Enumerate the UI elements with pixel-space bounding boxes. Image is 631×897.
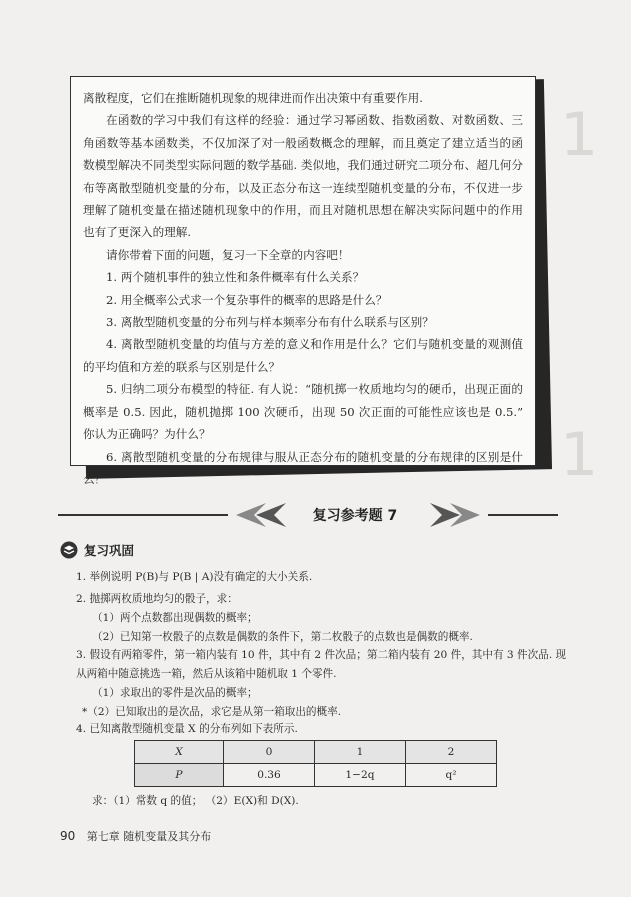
table-row [135, 741, 497, 764]
banner-rule-right [488, 514, 558, 516]
exercise-subpart: （1）两个点数都出现偶数的概率； [92, 612, 258, 624]
distribution-table [134, 740, 497, 787]
table-cell: q² [406, 764, 497, 787]
review-question: 1. 两个随机事件的独立性和条件概率有什么关系？ [106, 270, 365, 285]
exercise-1 [76, 568, 576, 587]
chapter-title: 第七章 随机变量及其分布 [86, 830, 212, 843]
page-number: 90 [60, 829, 76, 843]
review-question: 5. 归纳二项分布模型的特征. 有人说：“随机掷一枚质地均匀的硬币，出现正面的概率是 0.5. 因此，随机抛掷 100 次硬币，出现 50 次正面的可能性应该也是 0.5.” 你认为正确吗？为什么？ [83, 382, 523, 442]
exercise-4 [76, 720, 576, 739]
exercise-subpart: （2）已知第一枚骰子的点数是偶数的条件下，第二枚骰子的点数也是偶数的概率. [92, 631, 473, 643]
section-title: 复习巩固 [84, 543, 135, 558]
summary-box [70, 76, 536, 486]
exercise-4-ask [92, 792, 592, 811]
table-cell: 0.36 [224, 764, 315, 787]
review-question: 2. 用全概率公式求一个复杂事件的概率的思路是什么？ [106, 292, 388, 307]
exercise-text: 4. 已知离散型随机变量 X 的分布列如下表所示. [76, 723, 298, 735]
background-watermark: 1 [560, 100, 599, 170]
exercise-2 [76, 590, 576, 647]
table-row [135, 764, 497, 787]
table-cell: 1−2q [315, 764, 406, 787]
table-cell: P [135, 764, 224, 787]
table-cell: 1 [315, 741, 406, 764]
table-cell: X [135, 741, 224, 764]
background-watermark: 1 [560, 420, 599, 490]
layers-icon [60, 541, 78, 559]
table-cell: 0 [224, 741, 315, 764]
exercise-subpart: *（2）已知取出的是次品，求它是从第一箱取出的概率. [82, 706, 342, 718]
exercise-subpart: （1）求取出的零件是次品的概率； [92, 687, 258, 699]
section-heading [60, 541, 134, 559]
banner-chevron-left-icon [226, 501, 286, 529]
box-paragraph: 在函数的学习中我们有这样的经验：通过学习幂函数、指数函数、对数函数、三角函数等基本函数类，不仅加深了对一般函数概念的理解，而且奠定了建立适当的函数模型解决不同类型实际问题的数学基础. 类似地，我们通过研究二项分布、超几何分布等离散型随机变量的分布，以及正态分布这一连续型随机变量的分布，不仅进一步理解了随机变量在描述随机现象中的作用，而且对随机思想在解决实际问题中的作用也有了更深入的理解. [83, 113, 523, 240]
exercise-text: 求：（1）常数 q 的值； （2）E(X)和 D(X). [92, 795, 299, 807]
section-banner [58, 501, 558, 529]
review-question: 4. 离散型随机变量的均值与方差的意义和作用是什么？它们与随机变量的观测值的平均值和方差的联系与区别是什么？ [83, 337, 523, 374]
box-paragraph: 离散程度，它们在推断随机现象的规律进而作出决策中有重要作用. [83, 91, 423, 105]
banner-title: 复习参考题 7 [312, 508, 398, 524]
page-footer [60, 828, 211, 844]
exercise-text: 2. 抛掷两枚质地均匀的骰子，求： [76, 593, 238, 605]
review-question: 6. 离散型随机变量的分布规律与服从正态分布的随机变量的分布规律的区别是什么？ [83, 449, 523, 486]
box-paragraph: 请你带着下面的问题，复习一下全章的内容吧！ [106, 247, 350, 262]
banner-chevron-right-icon [430, 501, 490, 529]
exercise-3 [76, 646, 576, 722]
table-cell: 2 [406, 741, 497, 764]
exercise-text: 3. 假设有两箱零件，第一箱内装有 10 件，其中有 2 件次品；第二箱内装有 20 件，其中有 3 件次品. 现从两箱中随意挑选一箱，然后从该箱中随机取 1 个零件. [76, 649, 567, 680]
banner-rule-left [58, 514, 228, 516]
exercise-text: 1. 举例说明 P(B)与 P(B | A)没有确定的大小关系. [76, 571, 313, 583]
review-question: 3. 离散型随机变量的分布列与样本频率分布有什么联系与区别？ [106, 315, 434, 330]
